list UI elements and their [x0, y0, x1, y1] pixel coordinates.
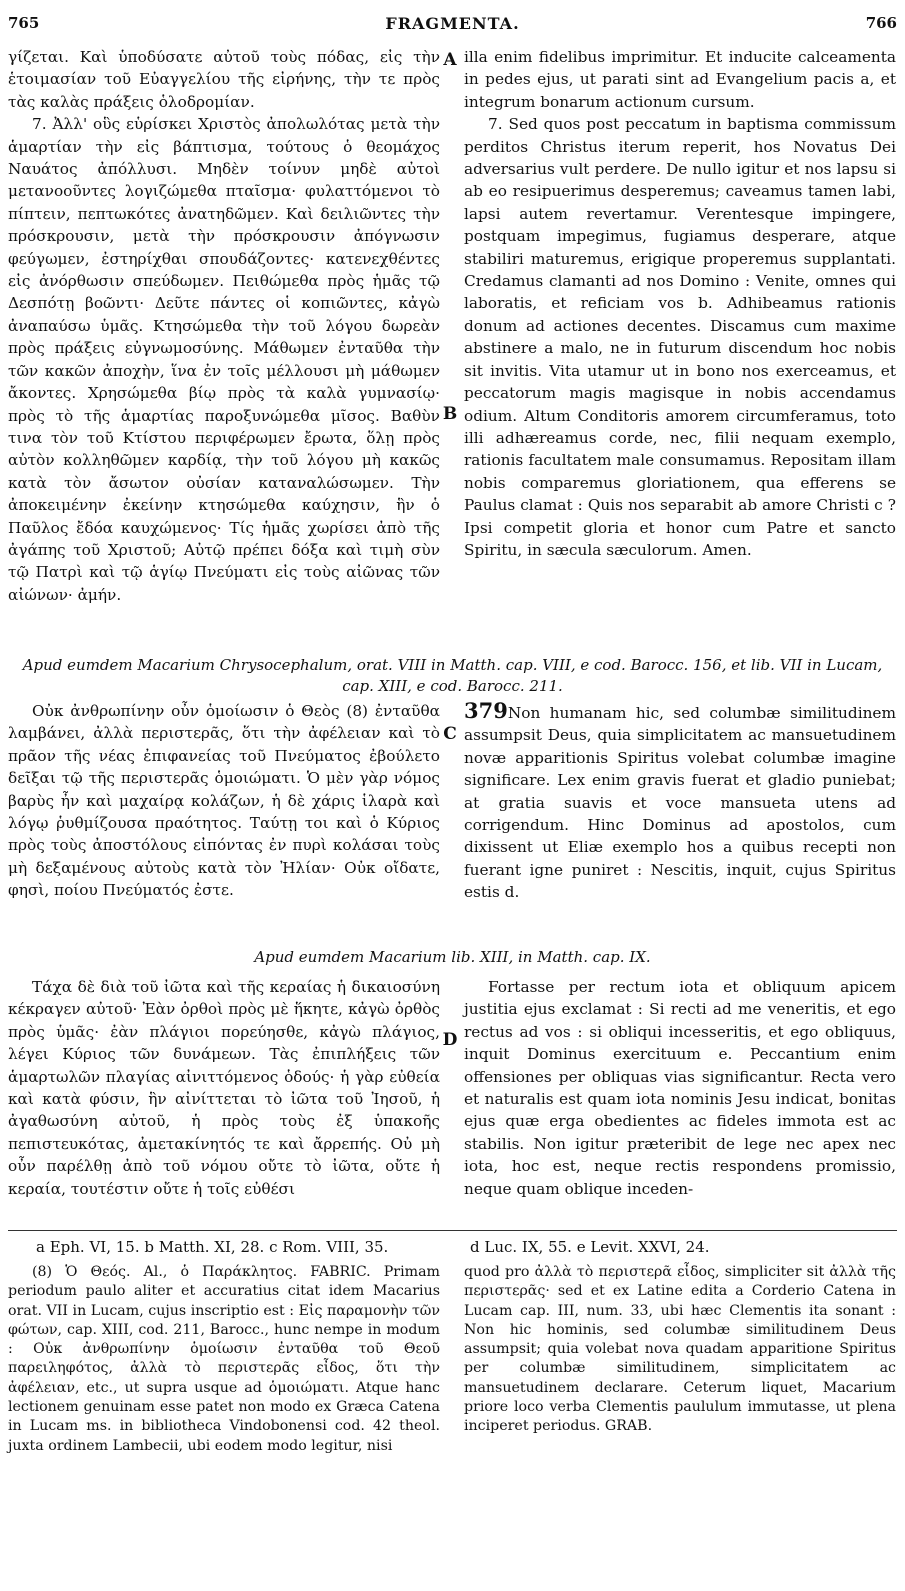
margin-letter-b: B — [442, 404, 458, 424]
latin-column-2 — [464, 700, 896, 904]
greek-column-1 — [8, 46, 440, 606]
note-text: (8) Ὁ Θεός. Al., ὁ Παράκλητος. FABRIC. Primam periodum paulo aliter et accuratius citat idem Macarius orat. VII in Lucam, cujus inscriptio est : Εἰς παραμονὴν τῶν φώτων, cap. XIII, cod. 211, Barocc., hunc nempe in modum : Οὐκ ἀνθρωπίνην ὁμοίωσιν ἐνταῦθα τοῦ Θεοῦ παρειληφότος, ἀλλὰ τὸ περιστερᾶς εἶδος, ὅτι τὴν ἀφέλειαν, etc., ut supra usque ad ὁμοιώματι. Atque hanc lectionem genuinam esse patet non modo ex Græca Catena in Lucam ms. in bibliotheca Vindobonensi cod. 42 theol. juxta ordinem Lambecii, ubi eodem modo legitur, nisi — [8, 1264, 440, 1454]
note-text: quod pro ἀλλὰ τὸ περιστερᾶ εἶδος, simpliciter sit ἀλλὰ τῆς περιστερᾶς· sed et ex Latine edita a Corderio Catena in Lucam cap. III, num. 33, ubi hæc Clementis ita sonant : Non hic hominis, sed columbæ similitudinem Deus assumpsit; quia volebat nova quadam apparitione Spiritus per columbæ similitudinem, simplicitatem ac mansuetudinem declarare. Ceterum liquet, Macarium priore loco verba Clementis paululum immutasse, ut plena inciperet periodus. GRAB. — [464, 1264, 896, 1435]
running-header — [8, 14, 897, 40]
greek-paragraph: Τάχα δὲ διὰ τοῦ ἰῶτα καὶ τῆς κεραίας ἡ δικαιοσύνη κέκραγεν αὐτοῦ· Ἐὰν ὀρθοὶ πρὸς μὲ ἥκητε, κἀγὼ ὀρθὸς πρὸς ὑμᾶς· ἐὰν πλάγιοι πορεύησθε, κἀγὼ πλάγιος, λέγει Κύριος τῶν δυνάμεων. Τὰς ἐπιπλήξεις τῶν ἁμαρτωλῶν πλαγίας αἰνιττόμενος ὁδούς· ἡ γὰρ εὐθεία καὶ κατὰ φύσιν, ἣν αἰνίττεται τὸ ἰῶτα τοῦ Ἰησοῦ, ἡ ἀγαθωσύνη αὐτοῦ, ἡ πρὸς τοὺς ἐξ ὑπακοῆς πεπιστευκότας, ἀμετακίνητός τε καὶ ἄρρεπής. Οὐ μὴ οὖν παρέλθῃ ἀπὸ τοῦ νόμου οὔτε τὸ ἰῶτα, οὔτε ἡ κεραία, τουτέστιν οὔτε ἡ τοῖς εὐθέσι — [8, 978, 440, 1198]
footnote-divider — [8, 1230, 897, 1231]
margin-letter-c: C — [443, 724, 457, 744]
note-right — [464, 1263, 896, 1437]
greek-paragraph: 7. Ἀλλ' οὓς εὑρίσκει Χριστὸς ἀπολωλότας μετὰ τὴν ἁμαρτίαν τὴν εἰς βάπτισμα, τούτους ὁ θεομάχος Ναυάτος ἀπόλλυσι. Μηδὲν τοίνυν μηδὲ αὐτοὶ μετανοοῦντες λογιζώμεθα πταῖσμα· φυλαττόμενοι τὸ πίπτειν, πεπτωκότες ἀνατηδῶμεν. Καὶ δειλιῶντες τὴν πρόσκρουσιν, μετὰ τὴν πρόσκρουσιν ἀπόγνωσιν φεύγωμεν, ἐστηρίχθαι σπουδάζοντες· κατενεχθέντες εἰς ἀνόρθωσιν σπεύδωμεν. Πειθώμεθα πρὸς ἡμᾶς τῷ Δεσπότῃ βοῶντι· Δεῦτε πάντες οἱ κοπιῶντες, κἀγὼ ἀναπαύσω ὑμᾶς. Κτησώμεθα τὴν τοῦ λόγου δωρεὰν πρὸς πράξεις εὐγνωμοσύνης. Μάθωμεν ἐνταῦθα τὴν τῶν κακῶν ἀποχὴν, ἵνα ἐν τοῖς μέλλουσι μὴ μάθωμεν ἄκοντες. Χρησώμεθα βίῳ πρὸς τὰ καλὰ γυμνασίῳ· πρὸς τὸ τῆς ἁμαρτίας παροξυνώμεθα μῖσος. Βαθὺν τινα τὸν τοῦ Κτίστου περιφέρωμεν ἔρωτα, ὅλῃ πρὸς αὐτὸν κολληθῶμεν καρδίᾳ, τὴν τοῦ λόγου μὴ κακῶς κατὰ τὸν ἄσωτον οὐσίαν καταναλώσωμεν. Τὴν ἀποκειμένην ἐκείνην κτησώμεθα καύχησιν, ἣν ὁ Παῦλος ἔδόα καυχώμενος· Τίς ἡμᾶς χωρίσει ἀπὸ τῆς ἀγάπης τοῦ Χριστοῦ; Αὐτῷ πρέπει δόξα καὶ τιμὴ σὺν τῷ Πατρὶ καὶ τῷ ἁγίῳ Πνεύματι εἰς τοὺς αἰῶνας τῶν αἰώνων· ἀμήν. — [8, 115, 440, 604]
latin-paragraph: illa enim fidelibus imprimitur. Et inducite calceamenta in pedes ejus, ut parati sint ad Evangelium pacis a, et integrum bonarum actionum cursum. — [464, 48, 896, 111]
greek-column-2 — [8, 700, 440, 902]
latin-paragraph: Non humanam hic, sed columbæ similitudinem assumpsit Deus, quia simplicitatem ac mansuetudinem novæ apparitionis Spiritus volebat columbæ imagine significare. Lex enim gravis fuerat et gladio puniebat; at gratia suavis et voce mansueta utens ad corrigendum. Hinc Dominus ad apostolos, cum dixissent ut Eliæ exemplo hos a quibus recepti non fuerant igne puniret : Nescitis, inquit, cujus Spiritus estis d. — [464, 704, 896, 902]
note-left — [8, 1263, 440, 1456]
latin-column-1 — [464, 46, 896, 561]
margin-letter-d: D — [442, 1030, 458, 1050]
source-citation-2: Apud eumdem Macarium lib. XIII, in Matth. cap. IX. — [254, 948, 651, 966]
column-number: 379 — [464, 698, 508, 723]
footnote-references-right: d Luc. IX, 55. e Levit. XXVI, 24. — [470, 1238, 710, 1256]
greek-column-3 — [8, 976, 440, 1200]
source-citation-1: Apud eumdem Macarium Chrysocephalum, orat. VIII in Matth. cap. VIII, e cod. Barocc. 156, et lib. VII in Lucam, cap. XIII, e cod. Barocc. 211. — [22, 656, 883, 695]
greek-paragraph: γίζεται. Καὶ ὑποδύσατε αὐτοῦ τοὺς πόδας, εἰς τὴν ἑτοιμασίαν τοῦ Εὐαγγελίου τῆς εἰρήνης, τὴν τε πρὸς τὰς καλὰς πράξεις ὁλοδρομίαν. — [8, 48, 440, 111]
page-title: FRAGMENTA. — [385, 14, 520, 33]
page-number-right: 766 — [865, 14, 897, 32]
footnote-references-left: a Eph. VI, 15. b Matth. XI, 28. c Rom. VIII, 35. — [36, 1238, 389, 1256]
margin-letter-a: A — [443, 50, 457, 70]
latin-paragraph: Fortasse per rectum iota et obliquum apicem justitia ejus exclamat : Si recti ad me veneritis, et ego rectus ad vos : si obliqui incesseritis, et ego obliquus, inquit Dominus exercituum e. Peccantium enim offensiones per obliquas vias significantur. Recta vero et naturalis est quam iota nominis Jesu indicat, bonitas ejus quæ erga obedientes ac fideles immota est ac stabilis. Non igitur præteribit de lege nec apex nec iota, hoc est, neque rectis respondens promissio, neque quam oblique inceden- — [464, 978, 896, 1198]
latin-paragraph: 7. Sed quos post peccatum in baptisma commissum perditos Christus iterum reperit, hos Novatus Dei adversarius vult perdere. De nullo igitur et nos lapsu si ab eo resipuerimus desperemus; caveamus tamen labi, lapsi autem revertamur. Verentesque impingere, postquam impegimus, fugiamus desperare, atque stabiliri maturemus, erigique properemus supplantati. Credamus clamanti ad nos Domino : Venite, omnes qui laboratis, et reficiam vos b. Adhibeamus rationis donum ad actiones decentes. Discamus cum maxime abstinere a malo, ne in futurum discendum hoc nobis sit invitis. Vita utamur ut in bono nos exerceamus, et peccatorum magis magisque in nobis accendamus odium. Altum Conditoris amorem circumferamus, toto illi adhæreamus corde, nec, filii nequam exemplo, rationis facultatem male consumamus. Repositam illam nobis comparemus gloriationem, qua efferens se Paulus clamat : Quis nos separabit ab amore Christi c ? Ipsi competit gloria et honor cum Patre et sancto Spiritu, in sæcula sæculorum. Amen. — [464, 115, 896, 559]
latin-column-3 — [464, 976, 896, 1200]
page-number-left: 765 — [8, 14, 40, 32]
greek-paragraph: Οὐκ ἀνθρωπίνην οὖν ὁμοίωσιν ὁ Θεὸς (8) ἐνταῦθα λαμβάνει, ἀλλὰ περιστερᾶς, ὅτι τὴν ἀφέλειαν καὶ τὸ πρᾶον τῆς νέας ἐπιφανείας τοῦ Πνεύματος ἐβούλετο δεῖξαι τῷ τῆς περιστερᾶς ὁμοιώματι. Ὁ μὲν γὰρ νόμος βαρὺς ἦν καὶ μαχαίρᾳ κολάζων, ἡ δὲ χάρις ἱλαρὰ καὶ λόγῳ ῥυθμίζουσα πραότητος. Ταύτῃ τοι καὶ ὁ Κύριος πρὸς τοὺς ἀποστόλους εἰπόντας ἐν πυρὶ κολάσαι τοὺς μὴ δεξαμένους αὐτοὺς κατὰ τὸν Ἠλίαν· Οὐκ οἴδατε, φησὶ, ποίου Πνεύματός ἐστε. — [8, 702, 440, 900]
